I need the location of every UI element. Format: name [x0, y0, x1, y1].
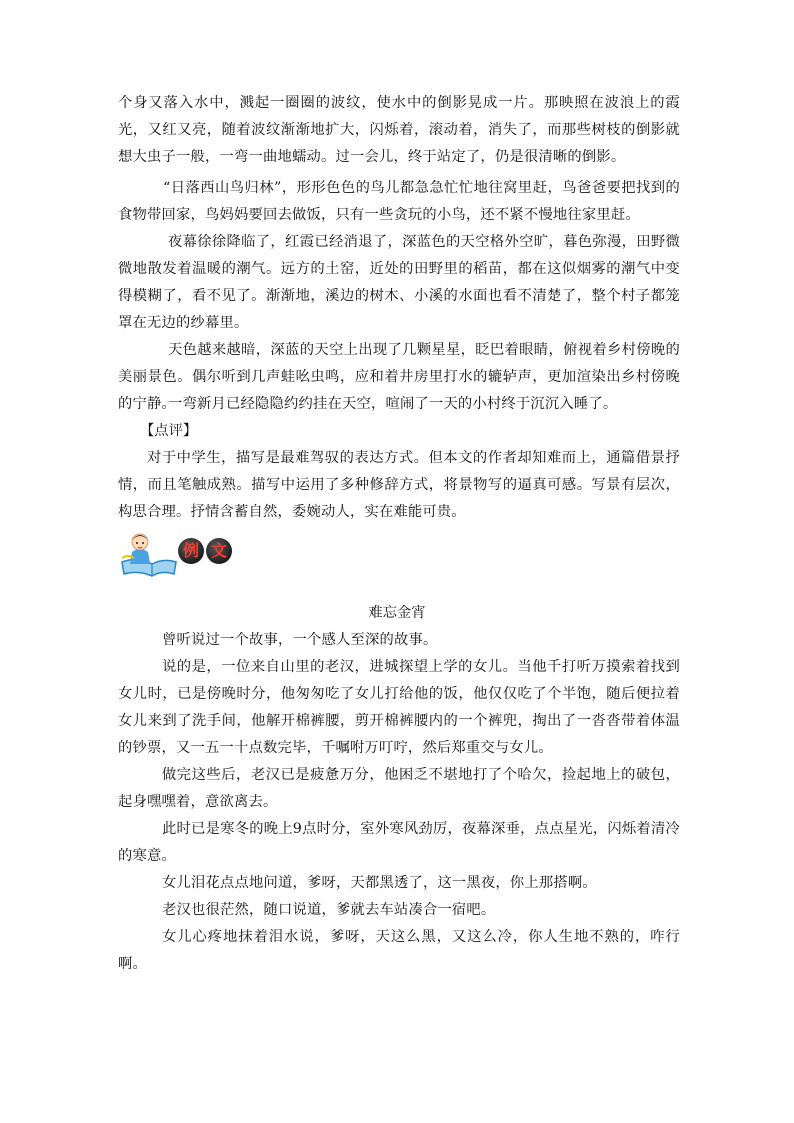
- example-essay-banner: [118, 528, 238, 580]
- story-paragraph: 曾听说过一个故事，一个感人至深的故事。: [162, 632, 438, 648]
- paragraph-text: 天色越来越暗，深蓝的天空上出现了几颗星星，眨巴着眼睛，俯视着乡村傍晚的美丽景色。偶尔听到几声蛙吆虫鸣，应和着井房里打水的辘轳声，更加渲染出乡村傍晚的宁静。: [118, 342, 680, 412]
- story-paragraph: 老汉也很茫然，随口说道，爹就去车站凑合一宿吧。: [162, 902, 496, 918]
- paragraph-text: “日落西山鸟归林”，形形色色的鸟儿都急急忙忙地往窝里赶，鸟爸爸要把找到的食物带回家，鸟妈妈要回去做饭，只有一些贪玩的小鸟，还不紧不慢地往家里赶。: [118, 180, 680, 223]
- story-paragraph: 做完这些后，老汉已是疲惫万分，他困乏不堪地打了个哈欠，捡起地上的破包，起身嘿嘿着，意欲离去。: [118, 767, 680, 810]
- story-paragraph: 此时已是寒冬的晚上9点时分，室外寒风劲厉，夜幕深垂，点点星光，闪烁着清冷的寒意。: [118, 821, 680, 864]
- comment-body: [118, 445, 680, 526]
- paragraph-text: 夜幕徐徐降临了，红霞已经消退了，深蓝色的天空格外空旷，暮色弥漫，田野微微地散发着温暖的潮气。远方的土窑，近处的田野里的稻苗，都在这似烟雾的潮气中变得模糊了，看不见了。渐渐地，溪边的树木、小溪的水面也看不清楚了，整个村子都笼罩在无边的纱幕里。: [118, 234, 680, 331]
- story-paragraph: 女儿心疼地抹着泪水说，爹呀，天这么黑，又这么冷，你人生地不熟的，咋行啊。: [118, 929, 680, 972]
- story-body: [118, 627, 680, 978]
- example-badge-char-2: 文: [206, 538, 232, 564]
- essay-paragraph-3: [118, 229, 680, 337]
- paragraph-text: 个身又落入水中，溅起一圈圈的波纹，使水中的倒影晃成一片。那映照在波浪上的霞光，又红又亮，随着波纹渐渐地扩大，闪烁着，滚动着，消失了，而那些树枝的倒影就想大虫子一般，一弯一曲地蠕动。过一会儿，终于站定了，仍是很清晰的倒影。: [118, 95, 680, 165]
- comment-label: 【点评】: [140, 423, 198, 439]
- essay-paragraph-1: [118, 90, 680, 171]
- reading-child-icon: [118, 528, 180, 580]
- example-badge-char-1: 例: [178, 538, 204, 564]
- essay-paragraph-5: [118, 391, 680, 418]
- essay-paragraph-2: [118, 175, 680, 229]
- story-title: 难忘金宵: [368, 605, 426, 621]
- story-paragraph: 女儿泪花点点地问道，爹呀，天都黑透了，这一黑夜，你上那搭啊。: [162, 875, 597, 891]
- comment-text: 对于中学生，描写是最难驾驭的表达方式。但本文的作者却知难而上，通篇借景抒情，而且笔触成熟。描写中运用了多种修辞方式，将景物写的逼真可感。写景有层次，构思合理。抒情含蓄自然，委婉动人，实在难能可贵。: [118, 450, 680, 520]
- paragraph-text: 一弯新月已经隐隐约约挂在天空，喧闹了一天的小村终于沉沉入睡了。: [168, 396, 618, 412]
- story-paragraph: 说的是，一位来自山里的老汉，进城探望上学的女儿。当他千打听万摸索着找到女儿时，已是傍晚时分，他匆匆吃了女儿打给他的饭，他仅仅吃了个半饱，随后便拉着女儿来到了洗手间，他解开棉裤腰，剪开棉裤腰内的一个裤兜，掏出了一沓沓带着体温的钞票，又一五一十点数完毕，千嘱咐万叮咛，然后郑重交与女儿。: [118, 659, 680, 756]
